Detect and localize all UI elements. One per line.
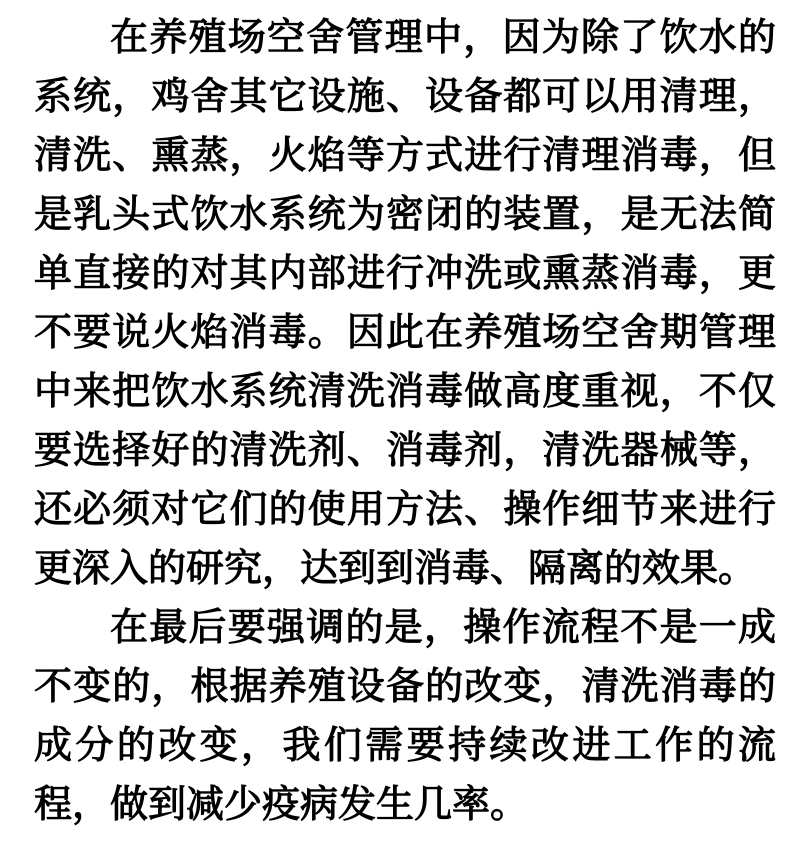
paragraph-2: 在最后要强调的是，操作流程不是一成不变的，根据养殖设备的改变，清洗消毒的成分的改变，我们需要持续改进工作的流程，做到减少疫病发生几率。 [34,605,776,826]
paragraph-1: 在养殖场空舍管理中，因为除了饮水的系统，鸡舍其它设施、设备都可以用清理，清洗、熏蒸，火焰等方式进行清理消毒，但是乳头式饮水系统为密闭的装置，是无法简单直接的对其内部进行冲洗或熏蒸消毒，更不要说火焰消毒。因此在养殖场空舍期管理中来把饮水系统清洗消毒做高度重视，不仅要选择好的清洗剂、消毒剂，清洗器械等，还必须对它们的使用方法、操作细节来进行更深入的研究，达到到消毒、隔离的效果。 [34,15,776,590]
